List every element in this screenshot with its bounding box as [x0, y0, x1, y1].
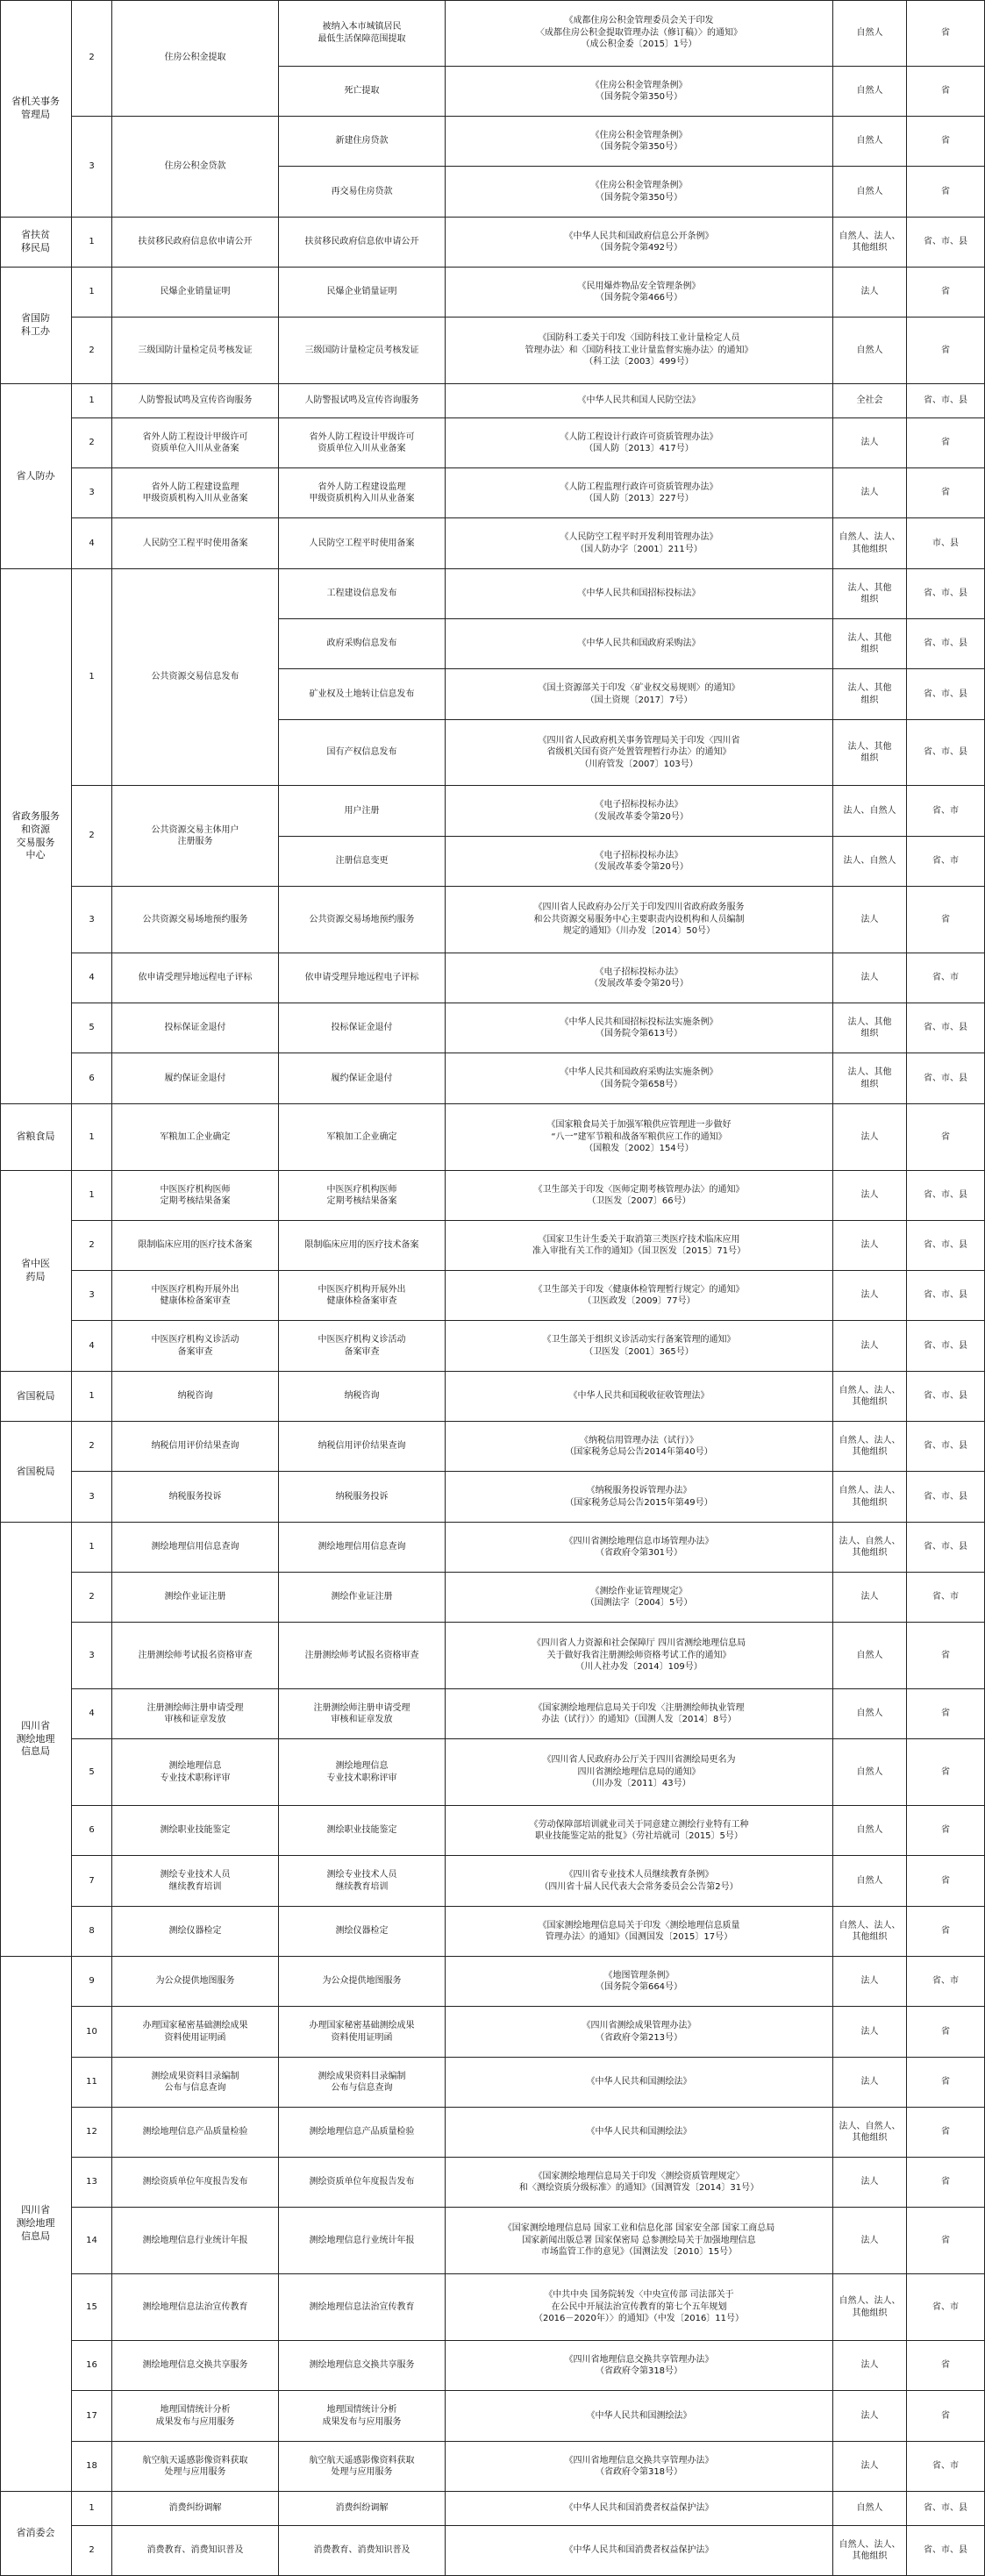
service-level: 省 [907, 2058, 985, 2108]
service-level: 省、市、县 [907, 1472, 985, 1523]
sub-item-name: 纳税服务投诉 [279, 1472, 446, 1523]
service-target: 法人 [833, 1573, 907, 1623]
item-number: 1 [72, 1104, 112, 1171]
service-target: 自然人 [833, 1689, 907, 1739]
sub-item-name: 政府采购信息发布 [279, 619, 446, 669]
service-target: 自然人 [833, 318, 907, 384]
sub-item-name: 测绘地理信息产品质量检验 [279, 2108, 446, 2158]
sub-item-name: 消费教育、消费知识普及 [279, 2526, 446, 2576]
item-name: 测绘成果资料目录编制 公布与信息查询 [112, 2058, 279, 2108]
item-number: 1 [72, 218, 112, 268]
service-level: 省 [907, 2007, 985, 2058]
service-level: 省、市 [907, 1573, 985, 1623]
item-name: 民爆企业销量证明 [112, 268, 279, 318]
sub-item-name: 测绘职业技能鉴定 [279, 1806, 446, 1856]
item-name: 地理国情统计分析 成果发布与应用服务 [112, 2391, 279, 2442]
legal-basis: 《四川省地理信息交换共享管理办法》 （省政府令第318号） [446, 2341, 833, 2391]
sub-item-name: 人防警报试鸣及宣传咨询服务 [279, 384, 446, 418]
service-target: 法人 [833, 2007, 907, 2058]
service-target: 自然人 [833, 1623, 907, 1689]
service-level: 省 [907, 1689, 985, 1739]
item-name: 航空航天遥感影像资料获取 处理与应用服务 [112, 2442, 279, 2492]
legal-basis: 《中华人民共和国税收征收管理法》 [446, 1372, 833, 1422]
item-number: 13 [72, 2158, 112, 2208]
item-number: 5 [72, 1739, 112, 1806]
item-number: 2 [72, 318, 112, 384]
sub-item-name: 投标保证金退付 [279, 1003, 446, 1053]
service-target: 法人、自然人 [833, 786, 907, 837]
service-target: 法人、其他 组织 [833, 720, 907, 786]
sub-item-name: 纳税咨询 [279, 1372, 446, 1422]
department: 省消委会 [0, 2492, 72, 2576]
department: 省国税局 [0, 1372, 72, 1422]
service-level: 省、市 [907, 786, 985, 837]
service-level: 省、市 [907, 1957, 985, 2007]
item-number: 1 [72, 569, 112, 786]
sub-item-name: 省外人防工程建设监理 甲级资质机构入川从业备案 [279, 468, 446, 518]
legal-basis: 《成都住房公积金管理委员会关于印发 〈成都住房公积金提取管理办法（修订稿）〉的通知》 （成公积金委〔2015〕1号） [446, 0, 833, 67]
item-name: 省外人防工程建设监理 甲级资质机构入川从业备案 [112, 468, 279, 518]
item-name: 测绘地理信用信息查询 [112, 1523, 279, 1573]
sub-item-name: 测绘专业技术人员 继续教育培训 [279, 1856, 446, 1907]
service-target: 自然人 [833, 117, 907, 167]
service-target: 自然人、法人、 其他组织 [833, 2526, 907, 2576]
legal-basis: 《纳税服务投诉管理办法》 （国家税务总局公告2015年第49号） [446, 1472, 833, 1523]
service-target: 法人 [833, 1321, 907, 1372]
sub-item-name: 军粮加工企业确定 [279, 1104, 446, 1171]
sub-item-name: 用户注册 [279, 786, 446, 837]
item-number: 11 [72, 2058, 112, 2108]
sub-item-name: 中医医疗机构义诊活动 备案审查 [279, 1321, 446, 1372]
service-level: 省 [907, 2391, 985, 2442]
legal-basis: 《国家测绘地理信息局关于印发〈注册测绘师执业管理 办法（试行）〉的通知》（国测人发〔2014〕8号） [446, 1689, 833, 1739]
item-number: 18 [72, 2442, 112, 2492]
legal-basis: 《中华人民共和国招标投标法》 [446, 569, 833, 619]
item-name: 测绘资质单位年度报告发布 [112, 2158, 279, 2208]
legal-basis: 《卫生部关于印发〈健康体检管理暂行规定〉的通知》 （卫医政发〔2009〕77号） [446, 1271, 833, 1321]
item-number: 3 [72, 1472, 112, 1523]
service-level: 省 [907, 2108, 985, 2158]
service-target: 法人、自然人、 其他组织 [833, 1523, 907, 1573]
service-level: 省、市 [907, 837, 985, 887]
service-target: 自然人 [833, 0, 907, 67]
department: 省扶贫 移民局 [0, 218, 72, 268]
service-target: 法人 [833, 2442, 907, 2492]
legal-basis: 《四川省人民政府机关事务管理局关于印发〈四川省 省级机关国有资产处置管理暂行办法〉的通知》 （川府管发〔2007〕103号） [446, 720, 833, 786]
item-name: 测绘仪器检定 [112, 1907, 279, 1957]
item-number: 2 [72, 418, 112, 468]
item-number: 6 [72, 1806, 112, 1856]
service-target: 自然人、法人、 其他组织 [833, 1422, 907, 1472]
sub-item-name: 中医医疗机构医师 定期考核结果备案 [279, 1171, 446, 1221]
item-number: 1 [72, 384, 112, 418]
item-name: 纳税咨询 [112, 1372, 279, 1422]
item-name: 扶贫移民政府信息依申请公开 [112, 218, 279, 268]
item-number: 3 [72, 1271, 112, 1321]
service-level: 省、市、县 [907, 619, 985, 669]
department: 省机关事务 管理局 [0, 0, 72, 218]
item-name: 公共资源交易主体用户 注册服务 [112, 786, 279, 887]
service-level: 省、市、县 [907, 720, 985, 786]
sub-item-name: 注册信息变更 [279, 837, 446, 887]
sub-item-name: 新建住房贷款 [279, 117, 446, 167]
item-name: 限制临床应用的医疗技术备案 [112, 1221, 279, 1271]
service-target: 自然人、法人、 其他组织 [833, 218, 907, 268]
service-target: 法人 [833, 2208, 907, 2274]
service-level: 省 [907, 2208, 985, 2274]
service-target: 法人、自然人、 其他组织 [833, 2108, 907, 2158]
legal-basis: 《劳动保障部培训就业司关于同意建立测绘行业特有工种 职业技能鉴定站的批复》（劳社培就司〔2015〕5号） [446, 1806, 833, 1856]
item-number: 14 [72, 2208, 112, 2274]
service-level: 省、市、县 [907, 569, 985, 619]
service-target: 法人 [833, 2058, 907, 2108]
item-number: 4 [72, 518, 112, 569]
service-level: 省、市、县 [907, 1372, 985, 1422]
legal-basis: 《测绘作业证管理规定》 （国测法字〔2004〕5号） [446, 1573, 833, 1623]
legal-basis: 《四川省人民政府办公厅关于四川省测绘局更名为 四川省测绘地理信息局的通知》 （川办发〔2011〕43号） [446, 1739, 833, 1806]
legal-basis: 《中华人民共和国消费者权益保护法》 [446, 2492, 833, 2526]
sub-item-name: 地理国情统计分析 成果发布与应用服务 [279, 2391, 446, 2442]
department: 四川省 测绘地理 信息局 [0, 1957, 72, 2492]
service-target: 自然人 [833, 167, 907, 218]
item-name: 人民防空工程平时使用备案 [112, 518, 279, 569]
sub-item-name: 测绘作业证注册 [279, 1573, 446, 1623]
service-level: 省 [907, 418, 985, 468]
service-target: 法人 [833, 2391, 907, 2442]
item-name: 人防警报试鸣及宣传咨询服务 [112, 384, 279, 418]
item-name: 中医医疗机构医师 定期考核结果备案 [112, 1171, 279, 1221]
service-target: 法人、其他 组织 [833, 669, 907, 720]
department: 省粮食局 [0, 1104, 72, 1171]
service-target: 法人 [833, 1957, 907, 2007]
item-number: 5 [72, 1003, 112, 1053]
legal-basis: 《国家测绘地理信息局关于印发〈测绘地理信息质量 管理办法〉的通知》（国测国发〔2015〕17号） [446, 1907, 833, 1957]
service-target: 法人 [833, 468, 907, 518]
sub-item-name: 测绘仪器检定 [279, 1907, 446, 1957]
sub-item-name: 注册测绘师注册申请受理 审核和证章发放 [279, 1689, 446, 1739]
item-number: 1 [72, 1523, 112, 1573]
service-level: 省、市、县 [907, 384, 985, 418]
item-number: 4 [72, 1689, 112, 1739]
service-target: 自然人、法人、 其他组织 [833, 1472, 907, 1523]
service-level: 省、市、县 [907, 1221, 985, 1271]
department: 省人防办 [0, 384, 72, 569]
service-level: 省、市、县 [907, 1422, 985, 1472]
item-number: 1 [72, 2492, 112, 2526]
service-target: 法人、其他 组织 [833, 1053, 907, 1104]
service-target: 自然人、法人、 其他组织 [833, 2274, 907, 2341]
legal-basis: 《中华人民共和国政府信息公开条例》 （国务院令第492号） [446, 218, 833, 268]
item-number: 1 [72, 268, 112, 318]
legal-basis: 《电子招标投标办法》 （发展改革委令第20号） [446, 837, 833, 887]
sub-item-name: 办理国家秘密基础测绘成果 资料使用证明函 [279, 2007, 446, 2058]
item-number: 15 [72, 2274, 112, 2341]
legal-basis: 《中华人民共和国测绘法》 [446, 2108, 833, 2158]
sub-item-name: 测绘地理信息交换共享服务 [279, 2341, 446, 2391]
sub-item-name: 再交易住房贷款 [279, 167, 446, 218]
item-number: 1 [72, 1171, 112, 1221]
service-target: 法人、其他 组织 [833, 1003, 907, 1053]
legal-basis: 《人防工程设计行政许可资质管理办法》 （国人防〔2013〕417号） [446, 418, 833, 468]
sub-item-name: 矿业权及土地转让信息发布 [279, 669, 446, 720]
department: 省国防 科工办 [0, 268, 72, 384]
service-target: 法人 [833, 418, 907, 468]
sub-item-name: 工程建设信息发布 [279, 569, 446, 619]
item-name: 住房公积金贷款 [112, 117, 279, 218]
service-level: 省 [907, 1104, 985, 1171]
item-number: 2 [72, 1422, 112, 1472]
service-level: 省 [907, 1856, 985, 1907]
legal-basis: 《四川省人民政府办公厅关于印发四川省政府政务服务 和公共资源交易服务中心主要职责内设机构和人员编制 规定的通知》（川办发〔2014〕50号） [446, 887, 833, 953]
legal-basis: 《国土资源部关于印发〈矿业权交易规则〉的通知》 （国土资规〔2017〕7号） [446, 669, 833, 720]
item-number: 3 [72, 468, 112, 518]
service-target: 法人 [833, 1221, 907, 1271]
department: 四川省 测绘地理 信息局 [0, 1523, 72, 1957]
service-target: 自然人、法人、 其他组织 [833, 1907, 907, 1957]
item-number: 2 [72, 0, 112, 117]
service-level: 省 [907, 1623, 985, 1689]
item-number: 2 [72, 1221, 112, 1271]
item-number: 2 [72, 786, 112, 887]
legal-basis: 《电子招标投标办法》 （发展改革委令第20号） [446, 786, 833, 837]
item-name: 测绘作业证注册 [112, 1573, 279, 1623]
sub-item-name: 被纳入本市城镇居民 最低生活保障范围提取 [279, 0, 446, 67]
sub-item-name: 测绘地理信息 专业技术职称评审 [279, 1739, 446, 1806]
service-level: 省、市、县 [907, 1523, 985, 1573]
sub-item-name: 纳税信用评价结果查询 [279, 1422, 446, 1472]
service-level: 省、市、县 [907, 1171, 985, 1221]
item-name: 注册测绘师考试报名资格审查 [112, 1623, 279, 1689]
item-name: 为公众提供地图服务 [112, 1957, 279, 2007]
service-target: 法人、其他 组织 [833, 569, 907, 619]
item-name: 消费纠纷调解 [112, 2492, 279, 2526]
legal-basis: 《地图管理条例》 （国务院令第664号） [446, 1957, 833, 2007]
service-level: 省 [907, 117, 985, 167]
sub-item-name: 测绘资质单位年度报告发布 [279, 2158, 446, 2208]
sub-item-name: 测绘地理信息法治宣传教育 [279, 2274, 446, 2341]
item-name: 消费教育、消费知识普及 [112, 2526, 279, 2576]
sub-item-name: 测绘成果资料目录编制 公布与信息查询 [279, 2058, 446, 2108]
service-level: 省、市、县 [907, 1271, 985, 1321]
sub-item-name: 人民防空工程平时使用备案 [279, 518, 446, 569]
service-target: 自然人 [833, 2492, 907, 2526]
sub-item-name: 国有产权信息发布 [279, 720, 446, 786]
service-target: 法人 [833, 2341, 907, 2391]
item-number: 3 [72, 887, 112, 953]
item-number: 3 [72, 117, 112, 218]
legal-basis: 《人防工程监理行政许可资质管理办法》 （国人防〔2013〕227号） [446, 468, 833, 518]
service-level: 省 [907, 0, 985, 67]
sub-item-name: 三级国防计量检定员考核发证 [279, 318, 446, 384]
legal-basis: 《中华人民共和国消费者权益保护法》 [446, 2526, 833, 2576]
legal-basis: 《中华人民共和国测绘法》 [446, 2391, 833, 2442]
legal-basis: 《国防科工委关于印发〈国防科技工业计量检定人员 管理办法〉和〈国防科技工业计量监督实施办法〉的通知》 （科工法〔2003〕499号） [446, 318, 833, 384]
item-number: 2 [72, 2526, 112, 2576]
legal-basis: 《纳税信用管理办法（试行）》 （国家税务总局公告2014年第40号） [446, 1422, 833, 1472]
item-name: 公共资源交易信息发布 [112, 569, 279, 786]
sub-item-name: 依申请受理异地远程电子评标 [279, 953, 446, 1003]
item-name: 测绘地理信息法治宣传教育 [112, 2274, 279, 2341]
department: 省国税局 [0, 1422, 72, 1523]
service-level: 省 [907, 318, 985, 384]
sub-item-name: 测绘地理信息行业统计年报 [279, 2208, 446, 2274]
service-level: 省、市、县 [907, 1321, 985, 1372]
service-level: 省 [907, 887, 985, 953]
legal-basis: 《国家卫生计生委关于取消第三类医疗技术临床应用 准入审批有关工作的通知》（国卫医发〔2015〕71号） [446, 1221, 833, 1271]
service-level: 省 [907, 67, 985, 117]
service-level: 省 [907, 468, 985, 518]
legal-basis: 《中华人民共和国测绘法》 [446, 2058, 833, 2108]
legal-basis: 《四川省测绘地理信息市场管理办法》 （省政府令第301号） [446, 1523, 833, 1573]
service-target: 自然人 [833, 1739, 907, 1806]
sub-item-name: 省外人防工程设计甲级许可 资质单位入川从业备案 [279, 418, 446, 468]
sub-item-name: 中医医疗机构开展外出 健康体检备案审查 [279, 1271, 446, 1321]
legal-basis: 《卫生部关于组织义诊活动实行备案管理的通知》 （卫医发〔2001〕365号） [446, 1321, 833, 1372]
item-name: 军粮加工企业确定 [112, 1104, 279, 1171]
item-name: 住房公积金提取 [112, 0, 279, 117]
service-target: 法人 [833, 1171, 907, 1221]
item-number: 1 [72, 1372, 112, 1422]
item-number: 9 [72, 1957, 112, 2007]
item-number: 2 [72, 1573, 112, 1623]
service-level: 省 [907, 1907, 985, 1957]
legal-basis: 《中华人民共和国人民防空法》 [446, 384, 833, 418]
legal-basis: 《四川省测绘成果管理办法》 （省政府令第213号） [446, 2007, 833, 2058]
sub-item-name: 履约保证金退付 [279, 1053, 446, 1104]
item-name: 测绘专业技术人员 继续教育培训 [112, 1856, 279, 1907]
service-target: 自然人、法人、 其他组织 [833, 1372, 907, 1422]
service-level: 省、市 [907, 2274, 985, 2341]
legal-basis: 《国家粮食局关于加强军粮供应管理进一步做好 “八一”建军节粮和战备军粮供应工作的通知》 （国粮发〔2002〕154号） [446, 1104, 833, 1171]
service-level: 省、市、县 [907, 2492, 985, 2526]
legal-basis: 《国家测绘地理信息局 国家工业和信息化部 国家安全部 国家工商总局 国家新闻出版总署 国家保密局 总参测绘局关于加强地理信息 市场监管工作的意见》（国测法发〔2010〕15号） [446, 2208, 833, 2274]
item-number: 12 [72, 2108, 112, 2158]
department: 省中医 药局 [0, 1171, 72, 1372]
legal-basis: 《住房公积金管理条例》 （国务院令第350号） [446, 167, 833, 218]
item-name: 办理国家秘密基础测绘成果 资料使用证明函 [112, 2007, 279, 2058]
service-level: 省、市 [907, 953, 985, 1003]
service-target: 法人 [833, 1104, 907, 1171]
legal-basis: 《国家测绘地理信息局关于印发〈测绘资质管理规定〉 和〈测绘资质分级标准〉的通知》（国测管发〔2014〕31号） [446, 2158, 833, 2208]
service-target: 法人、自然人 [833, 837, 907, 887]
item-name: 纳税服务投诉 [112, 1472, 279, 1523]
legal-basis: 《住房公积金管理条例》 （国务院令第350号） [446, 117, 833, 167]
service-level: 省 [907, 2341, 985, 2391]
legal-basis: 《卫生部关于印发〈医师定期考核管理办法〉的通知》 （卫医发〔2007〕66号） [446, 1171, 833, 1221]
service-level: 省 [907, 1806, 985, 1856]
legal-basis: 《住房公积金管理条例》 （国务院令第350号） [446, 67, 833, 117]
item-number: 16 [72, 2341, 112, 2391]
item-name: 纳税信用评价结果查询 [112, 1422, 279, 1472]
sub-item-name: 公共资源交易场地预约服务 [279, 887, 446, 953]
sub-item-name: 死亡提取 [279, 67, 446, 117]
item-name: 测绘地理信息 专业技术职称评审 [112, 1739, 279, 1806]
sub-item-name: 扶贫移民政府信息依申请公开 [279, 218, 446, 268]
service-target: 法人 [833, 887, 907, 953]
sub-item-name: 注册测绘师考试报名资格审查 [279, 1623, 446, 1689]
service-level: 省、市 [907, 2442, 985, 2492]
sub-item-name: 民爆企业销量证明 [279, 268, 446, 318]
item-name: 投标保证金退付 [112, 1003, 279, 1053]
item-number: 6 [72, 1053, 112, 1104]
service-level: 省 [907, 1739, 985, 1806]
service-target: 法人 [833, 2158, 907, 2208]
item-name: 公共资源交易场地预约服务 [112, 887, 279, 953]
item-name: 中医医疗机构义诊活动 备案审查 [112, 1321, 279, 1372]
item-name: 注册测绘师注册申请受理 审核和证章发放 [112, 1689, 279, 1739]
sub-item-name: 消费纠纷调解 [279, 2492, 446, 2526]
item-number: 17 [72, 2391, 112, 2442]
service-target: 自然人 [833, 67, 907, 117]
service-target: 自然人 [833, 1806, 907, 1856]
legal-basis: 《中华人民共和国政府采购法》 [446, 619, 833, 669]
legal-basis: 《人民防空工程平时开发利用管理办法》 （国人防办字〔2001〕211号） [446, 518, 833, 569]
legal-basis: 《中共中央 国务院转发〈中央宣传部 司法部关于 在公民中开展法治宣传教育的第七个五年规划 （2016－2020年）〉的通知》（中发〔2016〕11号） [446, 2274, 833, 2341]
department: 省政务服务 和资源 交易服务 中心 [0, 569, 72, 1104]
item-name: 省外人防工程设计甲级许可 资质单位入川从业备案 [112, 418, 279, 468]
item-number: 4 [72, 1321, 112, 1372]
service-target: 自然人 [833, 1856, 907, 1907]
sub-item-name: 航空航天遥感影像资料获取 处理与应用服务 [279, 2442, 446, 2492]
sub-item-name: 限制临床应用的医疗技术备案 [279, 1221, 446, 1271]
item-number: 4 [72, 953, 112, 1003]
item-number: 8 [72, 1907, 112, 1957]
item-number: 10 [72, 2007, 112, 2058]
legal-basis: 《中华人民共和国招标投标法实施条例》 （国务院令第613号） [446, 1003, 833, 1053]
service-level: 省、市、县 [907, 218, 985, 268]
sub-item-name: 测绘地理信用信息查询 [279, 1523, 446, 1573]
service-level: 省、市、县 [907, 1003, 985, 1053]
service-target: 法人 [833, 953, 907, 1003]
legal-basis: 《民用爆炸物品安全管理条例》 （国务院令第466号） [446, 268, 833, 318]
item-name: 履约保证金退付 [112, 1053, 279, 1104]
service-target: 法人 [833, 268, 907, 318]
service-target: 法人、其他 组织 [833, 619, 907, 669]
item-number: 3 [72, 1623, 112, 1689]
service-level: 省 [907, 268, 985, 318]
item-name: 中医医疗机构开展外出 健康体检备案审查 [112, 1271, 279, 1321]
service-target: 法人 [833, 1271, 907, 1321]
service-level: 省、市、县 [907, 1053, 985, 1104]
service-level: 省、市、县 [907, 669, 985, 720]
service-level: 省 [907, 167, 985, 218]
service-level: 市、县 [907, 518, 985, 569]
item-name: 依申请受理异地远程电子评标 [112, 953, 279, 1003]
sub-item-name: 为公众提供地图服务 [279, 1957, 446, 2007]
item-name: 测绘职业技能鉴定 [112, 1806, 279, 1856]
item-number: 7 [72, 1856, 112, 1907]
legal-basis: 《中华人民共和国政府采购法实施条例》 （国务院令第658号） [446, 1053, 833, 1104]
service-target: 自然人、法人、 其他组织 [833, 518, 907, 569]
item-name: 测绘地理信息产品质量检验 [112, 2108, 279, 2158]
legal-basis: 《四川省专业技术人员继续教育条例》 （四川省十届人民代表大会常务委员会公告第2号） [446, 1856, 833, 1907]
item-name: 三级国防计量检定员考核发证 [112, 318, 279, 384]
legal-basis: 《电子招标投标办法》 （发展改革委令第20号） [446, 953, 833, 1003]
legal-basis: 《四川省人力资源和社会保障厅 四川省测绘地理信息局 关于做好我省注册测绘师资格考试工作的通知》 （川人社办发〔2014〕109号） [446, 1623, 833, 1689]
item-name: 测绘地理信息行业统计年报 [112, 2208, 279, 2274]
service-level: 省、市、县 [907, 2526, 985, 2576]
legal-basis: 《四川省地理信息交换共享管理办法》 （省政府令第318号） [446, 2442, 833, 2492]
service-target: 全社会 [833, 384, 907, 418]
item-name: 测绘地理信息交换共享服务 [112, 2341, 279, 2391]
service-level: 省 [907, 2158, 985, 2208]
